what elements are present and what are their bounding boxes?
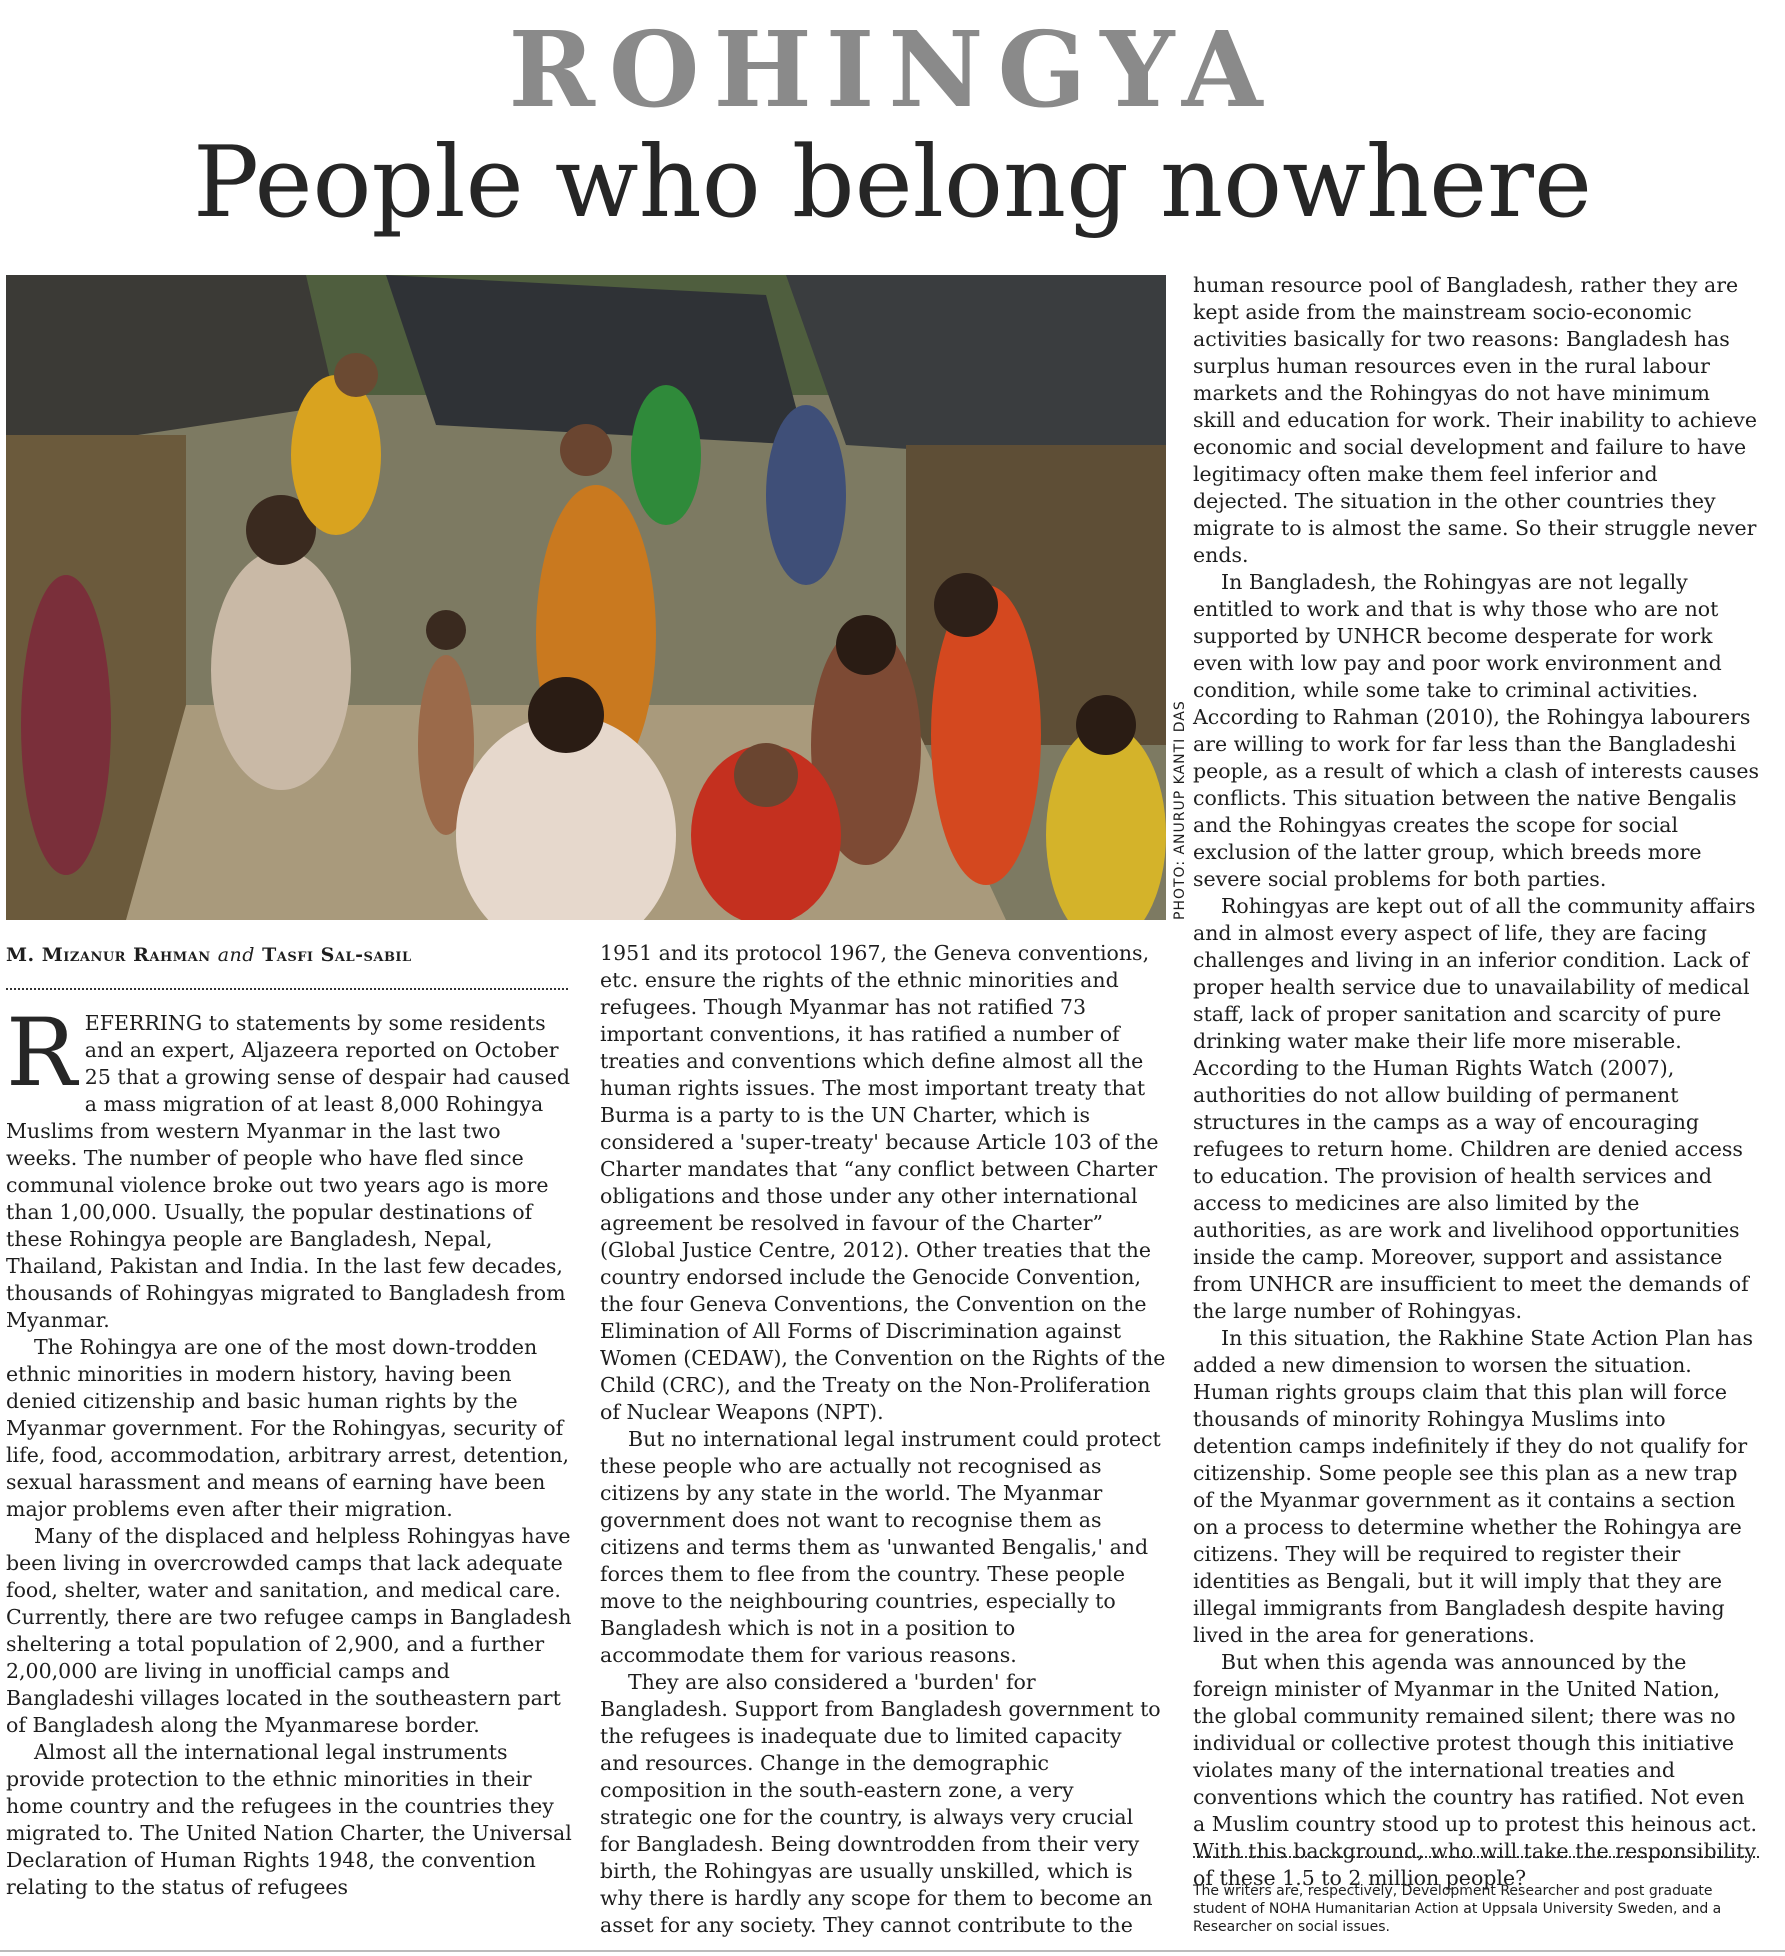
page-bottom-rule bbox=[0, 1950, 1785, 1952]
paragraph: Many of the displaced and helpless Rohingyas have been living in overcrowded camps that lack adequate food, shelter, water and sanitation, and medical care. Currently, there are two refugee camps in Bangladesh sheltering a total population of 2,900, and a further 2,00,000 are living in unofficial camps and Bangladeshi villages located in the southeastern part of Bangladesh along the Myanmarese border. bbox=[6, 1524, 572, 1737]
paragraph-text: to statements by some residents and an expert, Aljazeera reported on October 25 that a growing sense of despair had caused a mass migration of at least 8,000 Rohingya Muslims from western Myanmar in the last two weeks. The number of people who have fled since communal violence broke out two years ago is more than 1,00,000. Usually, the popular destinations of these Rohingya people are Bangladesh, Nepal, Thailand, Pakistan and India. In the last few decades, thousands of Rohingyas migrated to Bangladesh from Myanmar. bbox=[6, 1011, 570, 1332]
column-3 bbox=[1193, 272, 1759, 1892]
paragraph: Rohingyas are kept out of all the community affairs and in almost every aspect of life, they are facing challenges and living in an inferior condition. Lack of proper health service due to unavailability of medical staff, lack of proper sanitation and scarcity of pure drinking water make their life more miserable. According to the Human Rights Watch (2007), authorities do not allow building of permanent structures in the camps as a way of encouraging refugees to return home. Children are denied access to education. The provision of health services and access to medicines are also limited by the authorities, as are work and livelihood opportunities inside the camp. Moreover, support and assistance from UNHCR are insufficient to meet the demands of the large number of Rohingyas. bbox=[1193, 894, 1756, 1323]
photo-credit: PHOTO: ANURUP KANTI DAS bbox=[1172, 700, 1188, 920]
paragraph: In Bangladesh, the Rohingyas are not legally entitled to work and that is why those who are not supported by UNHCR become desperate for work even with low pay and poor work environment and condition, while some take to criminal activities. According to Rahman (2010), the Rohingya labourers are willing to work for far less than the Bangladeshi people, as a result of which a clash of interests causes conflicts. This situation between the native Bengalis and the Rohingyas creates the scope for social exclusion of the latter group, which breeds more severe social problems for both parties. bbox=[1193, 570, 1759, 891]
paragraph: But when this agenda was announced by the foreign minister of Myanmar in the United Nation, the global community remained silent; there was no individual or collective protest though this initiative violates many of the international treaties and conventions which the country has ratified. Not even a Muslim country stood up to protest this heinous act. With this background, who will take the responsibility of these 1.5 to 2 million people? bbox=[1193, 1650, 1757, 1890]
column-1 bbox=[6, 999, 572, 1901]
paragraph: They are also considered a 'burden' for Bangladesh. Support from Bangladesh government to the refugees is inadequate due to limited capacity and resources. Change in the demographic composition in the south-eastern zone, a very strategic one for the country, is always very crucial for Bangladesh. Being downtrodden from their very birth, the Rohingyas are usually unskilled, which is why there is hardly any scope for them to become an asset for any society. They cannot contribute to the bbox=[600, 1670, 1161, 1937]
author-2: Tasfi Sal-sabil bbox=[262, 944, 412, 966]
author-1: M. Mizanur Rahman bbox=[6, 944, 211, 966]
footnote-divider bbox=[1193, 1856, 1759, 1858]
paragraph bbox=[6, 999, 572, 1334]
byline-divider bbox=[6, 988, 568, 990]
drop-cap: R bbox=[6, 999, 77, 1108]
paragraph: human resource pool of Bangladesh, rather they are kept aside from the mainstream socio-economic activities basically for two reasons: Bangladesh has surplus human resources even in the rural labour markets and the Rohingyas do not have minimum skill and education for work. Their inability to achieve economic and social development and failure to have legitimacy often make them feel inferior and dejected. The situation in the other countries they migrate to is almost the same. So their struggle never ends. bbox=[1193, 273, 1757, 567]
column-2 bbox=[600, 940, 1166, 1939]
article-headline: People who belong nowhere bbox=[193, 126, 1592, 240]
paragraph: The Rohingya are one of the most down-trodden ethnic minorities in modern history, having been denied citizenship and basic human rights by the Myanmar government. For the Rohingyas, security of life, food, accommodation, arbitrary arrest, detention, sexual harassment and means of earning have been major problems even after their migration. bbox=[6, 1335, 570, 1521]
paragraph: Almost all the international legal instruments provide protection to the ethnic minorities in their home country and the refugees in the countries they migrated to. The United Nation Charter, the Universal Declaration of Human Rights 1948, the convention relating to the status of refugees bbox=[6, 1740, 572, 1899]
byline bbox=[6, 944, 566, 966]
byline-and: and bbox=[217, 944, 255, 966]
paragraph: In this situation, the Rakhine State Action Plan has added a new dimension to worsen the situation. Human rights groups claim that this plan will force thousands of minority Rohingya Muslims into detention camps indefinitely if they do not qualify for citizenship. Some people see this plan as a new trap of the Myanmar government as it contains a section on a process to determine whether the Rohingya are citizens. They will be required to register their identities as Bengali, but it will imply that they are illegal immigrants from Bangladesh despite having lived in the area for generations. bbox=[1193, 1326, 1753, 1647]
refugee-camp-photo bbox=[6, 275, 1166, 920]
lead-in: EFERRING bbox=[84, 1011, 203, 1035]
author-footnote: The writers are, respectively, Development Researcher and post graduate student of NOHA Humanitarian Action at Uppsala University Sweden, and a Researcher on social issues. bbox=[1193, 1883, 1722, 1935]
paragraph: 1951 and its protocol 1967, the Geneva conventions, etc. ensure the rights of the ethnic minorities and refugees. Though Myanmar has not ratified 73 important conventions, it has ratified a number of treaties and conventions which define almost all the human rights issues. The most important treaty that Burma is a party to is the UN Charter, which is considered a 'super-treaty' because Article 103 of the Charter mandates that “any conflict between Charter obligations and those under any other international agreement be resolved in favour of the Charter” (Global Justice Centre, 2012). Other treaties that the country endorsed include the Genocide Convention, the four Geneva Conventions, the Convention on the Elimination of All Forms of Discrimination against Women (CEDAW), the Convention on the Rights of the Child (CRC), and the Treaty on the Non-Proliferation of Nuclear Weapons (NPT). bbox=[600, 941, 1166, 1424]
paragraph: But no international legal instrument could protect these people who are actually not recognised as citizens by any state in the world. The Myanmar government does not want to recognise them as citizens and terms them as 'unwanted Bengalis,' and forces them to flee from the country. These people move to the neighbouring countries, especially to Bangladesh which is not in a position to accommodate them for various reasons. bbox=[600, 1427, 1161, 1667]
section-kicker: ROHINGYA bbox=[508, 8, 1277, 131]
